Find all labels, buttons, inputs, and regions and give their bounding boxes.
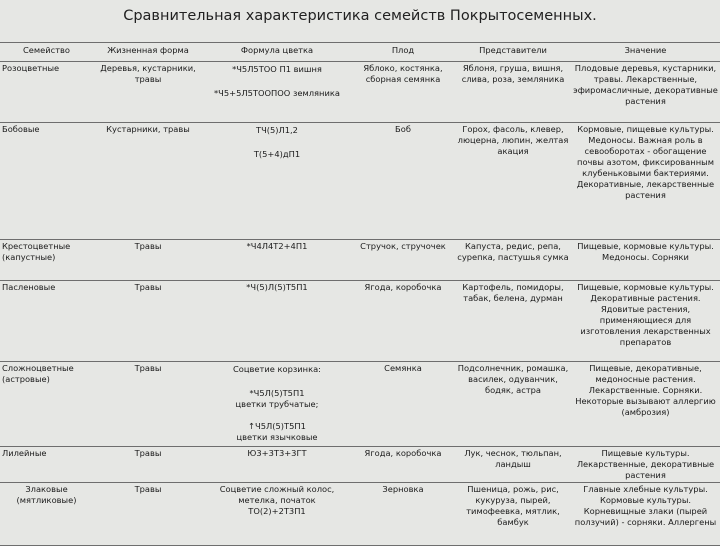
family-cell: Злаковые (мятликовые) (0, 483, 93, 546)
life-form-cell: Травы (93, 240, 203, 281)
formula-line: Т(5+4)дП1 (253, 149, 301, 159)
fruit-cell: Стручок, стручочек (351, 240, 455, 281)
table-row (0, 240, 720, 281)
life-form-cell: Травы (93, 362, 203, 447)
representatives-cell: Подсолнечник, ромашка, василек, одуванчик, бодяк, астра (455, 362, 571, 447)
representatives-cell: Яблоня, груша, вишня, слива, роза, земляника (455, 62, 571, 123)
fruit-cell: Семянка (351, 362, 455, 447)
formula-line: *Ч5+5Л5ТООПОО земляника (214, 88, 340, 98)
table-row (0, 447, 720, 483)
table-row (0, 281, 720, 362)
fruit-cell: Зерновка (351, 483, 455, 546)
formula-cell (203, 123, 351, 240)
header-formula: Формула цветка (203, 43, 351, 62)
significance-cell: Плодовые деревья, кустарники, травы. Лекарственные, эфиромасличные, декоративные растения (571, 62, 720, 123)
formula-cell (203, 447, 351, 483)
page-title: Сравнительная характеристика семейств Покрытосеменных. (123, 8, 597, 24)
family-cell: Сложноцветные (астровые) (0, 362, 93, 447)
formula-line: *Ч4Л4Т2+4П1 (246, 241, 308, 251)
life-form-cell: Травы (93, 281, 203, 362)
life-form-cell: Травы (93, 483, 203, 546)
significance-cell: Пищевые, кормовые культуры. Декоративные растения. Ядовитые растения, применяющиеся для изготовления лекарственных препаратов (571, 281, 720, 362)
header-family: Семейство (0, 43, 93, 62)
significance-cell: Пищевые, декоративные, медоносные растения. Лекарственные. Сорняки. Некоторые вызывают аллергию (амброзия) (571, 362, 720, 447)
formula-line: Соцветие корзинка: (233, 364, 321, 374)
formula-line: Ю3+3Т3+3ГТ (247, 448, 307, 458)
formula-cell (203, 240, 351, 281)
table-row (0, 123, 720, 240)
representatives-cell: Горох, фасоль, клевер, люцерна, люпин, желтая акация (455, 123, 571, 240)
fruit-cell: Ягода, коробочка (351, 447, 455, 483)
representatives-cell: Картофель, помидоры, табак, белена, дурман (455, 281, 571, 362)
formula-line: ТЧ(5)Л1,2 (256, 125, 298, 135)
formula-cell (203, 62, 351, 123)
family-cell: Бобовые (0, 123, 93, 240)
table-header-row (0, 43, 720, 62)
header-fruit: Плод (351, 43, 455, 62)
table-row (0, 483, 720, 546)
representatives-cell: Лук, чеснок, тюльпан, ландыш (455, 447, 571, 483)
significance-cell: Кормовые, пищевые культуры. Медоносы. Важная роль в севооборотах - обогащение почвы азотом, фиксированным клубеньковыми бактериями. Декоративные, лекарственные растения (571, 123, 720, 240)
representatives-cell: Пшеница, рожь, рис, кукуруза, пырей, тимофеевка, мятлик, бамбук (455, 483, 571, 546)
formula-cell (203, 483, 351, 546)
families-table (0, 42, 720, 546)
fruit-cell: Боб (351, 123, 455, 240)
formula-line: *Ч5Л5ТОО П1 вишня (232, 64, 322, 74)
significance-cell: Пищевые культуры. Лекарственные, декоративные растения (571, 447, 720, 483)
formula-cell (203, 281, 351, 362)
table-row (0, 362, 720, 447)
header-life-form: Жизненная форма (93, 43, 203, 62)
formula-cell (203, 362, 351, 447)
family-cell: Крестоцветные (капустные) (0, 240, 93, 281)
fruit-cell: Ягода, коробочка (351, 281, 455, 362)
formula-line: *Ч(5)Л(5)Т5П1 (246, 282, 308, 292)
header-representatives: Представители (455, 43, 571, 62)
representatives-cell: Капуста, редис, репа, сурепка, пастушья сумка (455, 240, 571, 281)
family-cell: Лилейные (0, 447, 93, 483)
table-row (0, 62, 720, 123)
significance-cell: Главные хлебные культуры. Кормовые культуры. Корневищные злаки (пырей ползучий) - сорняки. Аллергены (571, 483, 720, 546)
family-cell: Розоцветные (0, 62, 93, 123)
header-significance: Значение (571, 43, 720, 62)
life-form-cell: Деревья, кустарники, травы (93, 62, 203, 123)
formula-line: *Ч5Л(5)Т5П1 цветки трубчатые; ↑Ч5Л(5)Т5П1 цветки язычковые (235, 388, 319, 442)
life-form-cell: Травы (93, 447, 203, 483)
formula-line: Соцветие сложный колос, метелка, початок ТО(2)+2Т3П1 (219, 484, 335, 516)
life-form-cell: Кустарники, травы (93, 123, 203, 240)
family-cell: Пасленовые (0, 281, 93, 362)
significance-cell: Пищевые, кормовые культуры. Медоносы. Сорняки (571, 240, 720, 281)
fruit-cell: Яблоко, костянка, сборная семянка (351, 62, 455, 123)
